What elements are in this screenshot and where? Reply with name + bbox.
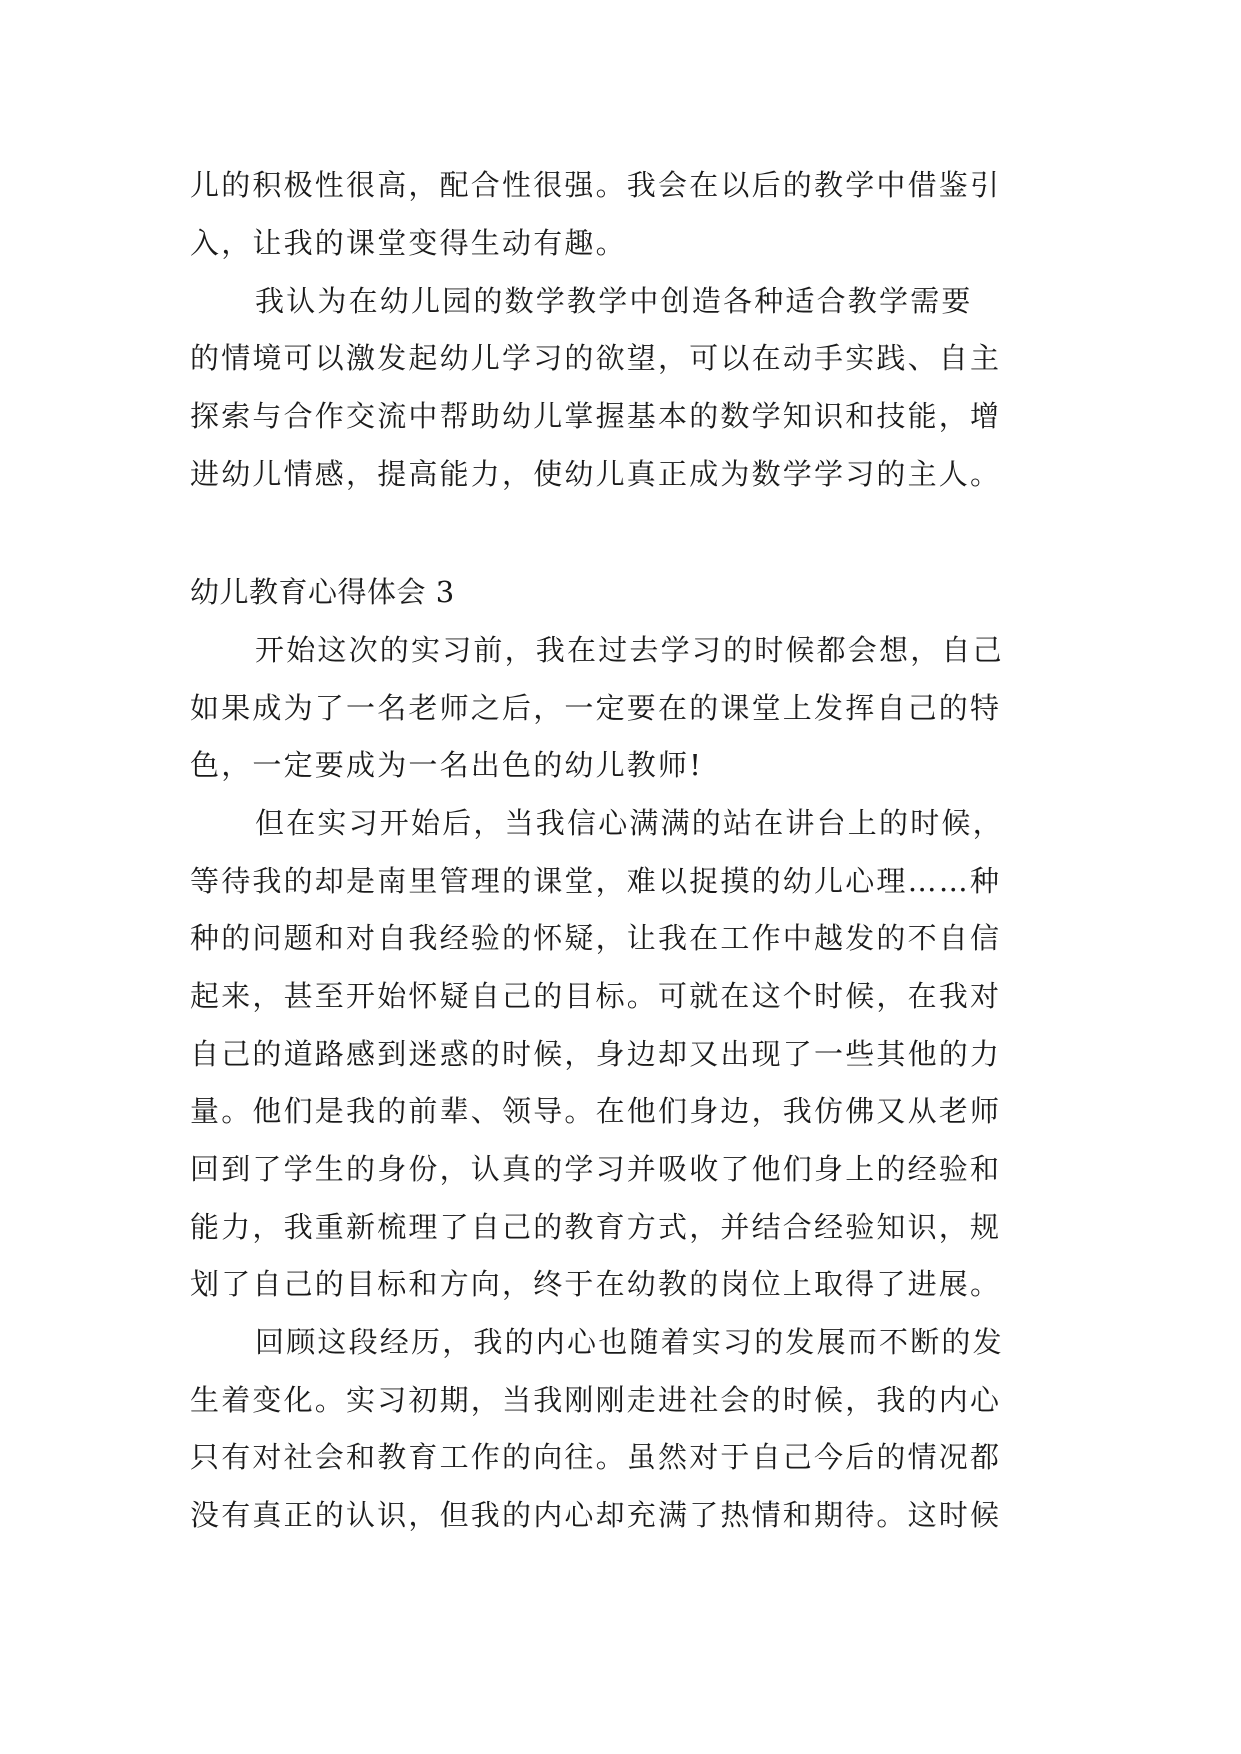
text-line: 色，一定要成为一名出色的幼儿教师! [190, 748, 704, 782]
text-line: 自己的道路感到迷惑的时候，身边却又出现了一些其他的力 [190, 1037, 1002, 1071]
text-line: 的情境可以激发起幼儿学习的欲望，可以在动手实践、自主 [190, 341, 1002, 375]
text-line: 如果成为了一名老师之后，一定要在的课堂上发挥自己的特 [190, 691, 1002, 725]
text-line: 起来，甚至开始怀疑自己的目标。可就在这个时候，在我对 [190, 979, 1002, 1013]
text-line: 探索与合作交流中帮助幼儿掌握基本的数学知识和技能，增 [190, 399, 1002, 433]
text-line: 划了自己的目标和方向，终于在幼教的岗位上取得了进展。 [190, 1267, 1002, 1301]
paragraph-start-line: 我认为在幼儿园的数学教学中创造各种适合教学需要 [255, 284, 973, 318]
paragraph-start-line: 回顾这段经历，我的内心也随着实习的发展而不断的发 [255, 1325, 1004, 1359]
text-line: 量。他们是我的前辈、领导。在他们身边，我仿佛又从老师 [190, 1094, 1002, 1128]
text-line: 回到了学生的身份，认真的学习并吸收了他们身上的经验和 [190, 1152, 1002, 1186]
text-line: 入，让我的课堂变得生动有趣。 [190, 226, 627, 260]
section-heading: 幼儿教育心得体会 3 [190, 575, 455, 609]
text-line: 儿的积极性很高，配合性很强。我会在以后的教学中借鉴引 [190, 168, 1002, 202]
text-line: 等待我的却是南里管理的课堂，难以捉摸的幼儿心理……种 [190, 864, 1002, 898]
text-line: 没有真正的认识，但我的内心却充满了热情和期待。这时候 [190, 1498, 1002, 1532]
text-line: 种的问题和对自我经验的怀疑，让我在工作中越发的不自信 [190, 921, 1002, 955]
text-line: 生着变化。实习初期，当我刚刚走进社会的时候，我的内心 [190, 1383, 1002, 1417]
paragraph-start-line: 但在实习开始后，当我信心满满的站在讲台上的时候， [255, 806, 1004, 840]
text-line: 只有对社会和教育工作的向往。虽然对于自己今后的情况都 [190, 1440, 1002, 1474]
text-line: 能力，我重新梳理了自己的教育方式，并结合经验知识，规 [190, 1210, 1002, 1244]
paragraph-start-line: 开始这次的实习前，我在过去学习的时候都会想，自己 [255, 633, 1004, 667]
text-line: 进幼儿情感，提高能力，使幼儿真正成为数学学习的主人。 [190, 457, 1002, 491]
